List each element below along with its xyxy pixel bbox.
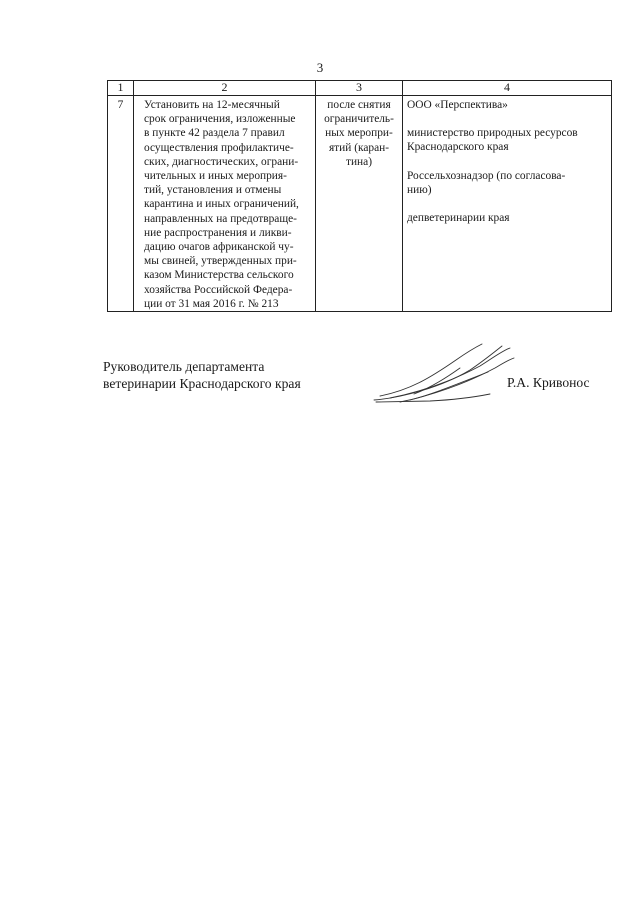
row-number: 7 [108,96,134,312]
responsible-depveterinary: депветеринарии края [407,212,510,225]
responsible-cell [403,96,612,312]
measure-line: дацию очагов африканской чу- [144,241,294,254]
measure-line: срок ограничения, изложенные [144,113,296,126]
table-header-row [108,81,612,96]
measure-line: ских, диагностических, ограни- [144,155,299,168]
measure-line: мы свиней, утвержденных при- [144,255,297,268]
column-header-4: 4 [403,81,612,96]
deadline-line: тина) [345,155,373,168]
deadline-cell [316,96,403,312]
signatory-title-line-1: Руководитель департамента [103,359,265,374]
table-row [108,96,612,312]
deadline-line: ограничитель- [324,113,394,126]
column-header-2: 2 [134,81,316,96]
deadline-line: после снятия [327,99,391,111]
measures-table [107,80,612,312]
measure-line: в пункте 42 раздела 7 правил [144,127,285,140]
signatory-title-line-2: ветеринарии Краснодарского края [103,376,301,391]
deadline-line: ных меропри- [325,127,393,140]
responsible-rosselkhoznadzor-line: нию) [407,183,432,196]
measure-line: казом Министерства сельского [144,269,294,282]
measure-line: ции от 31 мая 2016 г. № 213 [144,297,279,310]
column-header-3: 3 [316,81,403,96]
measure-line: чительных и иных мероприя- [144,170,287,183]
responsible-ministry-line: Краснодарского края [407,141,509,154]
measure-line: хозяйства Российской Федера- [144,283,293,296]
measure-line: Установить на 12-месячный [144,99,280,111]
responsible-rosselkhoznadzor-line: Россельхознадзор (по согласова- [407,169,566,182]
measure-line: карантина и иных ограничений, [144,198,299,211]
deadline-line: ятий (каран- [328,141,390,154]
measure-cell [134,96,316,312]
responsible-ministry-line: министерство природных ресурсов [407,127,578,140]
signatory-name: Р.А. Кривонос [507,375,590,390]
signatory-title [103,358,301,392]
measure-line: направленных на предотвраще- [144,212,297,225]
measure-line: осуществления профилактиче- [144,141,294,154]
measure-line: тий, установления и отмены [144,184,282,197]
responsible-ooo-perspektiva: ООО «Перспектива» [407,99,508,111]
measure-line: ние распространения и ликви- [144,226,292,239]
page-number: 3 [316,60,324,75]
column-header-1: 1 [108,81,134,96]
handwritten-signature [370,338,520,410]
